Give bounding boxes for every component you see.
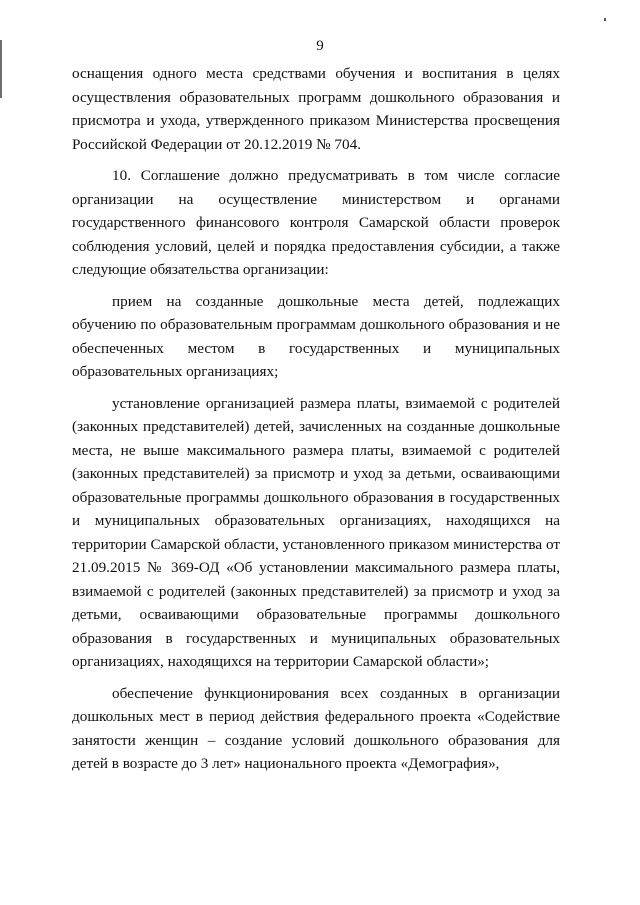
paragraph-admission-obligation: прием на созданные дошкольные места детей, подлежащих обучению по образовательным программам дошкольного образования и не обеспеченных местом в государственных и муниципальных образовательных организациях; xyxy=(72,292,560,380)
paragraph-agreement-consent: 10. Соглашение должно предусматривать в том числе согласие организации на осуществление министерством и органами государственного финансового контроля Самарской области проверок соблюдения условий, целей и порядка предоставления субсидии, а также следующие обязательства организации: xyxy=(72,167,560,278)
document-body xyxy=(72,62,560,784)
paragraph-operation-obligation: обеспечение функционирования всех созданных в организации дошкольных мест в период действия федерального проекта «Содействие занятости женщин – создание условий дошкольного образования для детей в возрасте до 3 лет» национального проекта «Демография», xyxy=(72,684,560,772)
paragraph-fee-obligation: установление организацией размера платы, взимаемой с родителей (законных представителей) детей, зачисленных на созданные дошкольные места, не выше максимального размера платы, взимаемой с родителей (законных представителей) за присмотр и уход за детьми, осваивающими образовательные программы дошкольного образования в государственных и муниципальных образовательных организациях, находящихся на территории Самарской области, установленного приказом министерства от 21.09.2015 № 369-ОД «Об установлении максимального размера платы, взимаемой с родителей (законных представителей) за присмотр и уход за детьми, осваивающими образовательные программы дошкольного образования в государственных и муниципальных образовательных организациях, находящихся на территории Самарской области»; xyxy=(72,394,560,670)
scan-speck xyxy=(604,18,606,21)
paragraph-equipment-standard: оснащения одного места средствами обучения и воспитания в целях осуществления образовательных программ дошкольного образования и присмотра и ухода, утвержденного приказом Министерства просвещения Российской Федерации от 20.12.2019 № 704. xyxy=(72,65,560,153)
page-number: 9 xyxy=(316,38,324,54)
